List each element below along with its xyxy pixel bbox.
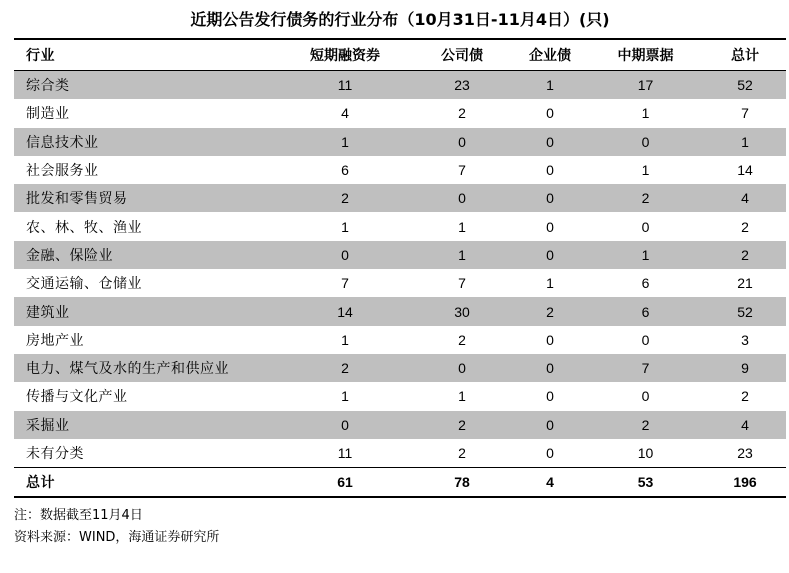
- value-cell-enterprise-bond: 0: [546, 246, 554, 263]
- industry-name-cell: 综合类: [26, 78, 70, 95]
- value-cell-enterprise-bond: 0: [546, 218, 554, 235]
- total-value-corporate-bond: 78: [454, 474, 470, 491]
- value-cell-corporate-bond: 2: [458, 416, 466, 433]
- value-cell-enterprise-bond: 0: [546, 105, 554, 122]
- value-cell-medium-term-note: 0: [641, 133, 650, 150]
- table-row: [14, 269, 786, 297]
- table-row: [14, 156, 786, 184]
- value-cell-corporate-bond: 2: [458, 445, 466, 461]
- value-cell-corporate-bond: 0: [458, 133, 466, 150]
- value-cell-corporate-bond: 30: [454, 303, 470, 320]
- industry-name-cell: 交通运输、仓储业: [26, 276, 142, 293]
- table-row: [14, 212, 786, 240]
- value-cell-total: 4: [741, 190, 749, 207]
- value-cell-medium-term-note: 1: [641, 246, 650, 263]
- column-header-industry: 行业: [26, 48, 55, 64]
- value-cell-short-term-financing: 2: [341, 190, 349, 207]
- value-cell-medium-term-note: 6: [641, 303, 650, 320]
- value-cell-short-term-financing: 1: [341, 388, 349, 405]
- value-cell-medium-term-note: 2: [641, 416, 650, 433]
- value-cell-enterprise-bond: 0: [546, 162, 554, 179]
- industry-name-cell: 未有分类: [26, 446, 84, 462]
- value-cell-enterprise-bond: 0: [546, 360, 554, 377]
- value-cell-total: 14: [737, 162, 753, 179]
- industry-name-cell: 房地产业: [26, 332, 84, 349]
- table-row: [14, 71, 786, 99]
- value-cell-corporate-bond: 7: [458, 162, 466, 179]
- value-cell-total: 2: [741, 246, 749, 263]
- value-cell-enterprise-bond: 0: [546, 445, 554, 461]
- industry-name-cell: 建筑业: [26, 304, 70, 321]
- value-cell-total: 3: [741, 331, 749, 348]
- industry-bond-table: [14, 38, 786, 498]
- table-row: [14, 354, 786, 382]
- value-cell-medium-term-note: 10: [637, 445, 654, 461]
- value-cell-medium-term-note: 1: [641, 105, 650, 122]
- column-header-short-term-financing: 短期融资券: [310, 48, 380, 64]
- industry-name-cell: 农、林、牧、渔业: [26, 219, 142, 236]
- value-cell-short-term-financing: 1: [341, 218, 349, 235]
- table-note: 注：数据截至11月4日: [14, 508, 143, 523]
- value-cell-medium-term-note: 0: [641, 388, 650, 405]
- value-cell-enterprise-bond: 0: [546, 416, 554, 433]
- value-cell-short-term-financing: 11: [337, 445, 353, 461]
- table-row: [14, 184, 786, 212]
- value-cell-total: 7: [741, 105, 749, 122]
- value-cell-total: 1: [741, 133, 749, 150]
- value-cell-corporate-bond: 0: [458, 190, 466, 207]
- value-cell-enterprise-bond: 1: [546, 77, 554, 94]
- value-cell-short-term-financing: 0: [341, 246, 349, 263]
- value-cell-short-term-financing: 4: [341, 105, 349, 122]
- table-row: [14, 241, 786, 269]
- value-cell-corporate-bond: 1: [458, 246, 466, 263]
- value-cell-enterprise-bond: 0: [546, 133, 554, 150]
- table-row: [14, 326, 786, 354]
- value-cell-medium-term-note: 1: [641, 162, 650, 179]
- value-cell-short-term-financing: 6: [341, 162, 349, 179]
- value-cell-corporate-bond: 7: [458, 275, 466, 292]
- data-source: 资料来源：WIND，海通证券研究所: [14, 530, 220, 545]
- industry-name-cell: 信息技术业: [26, 134, 99, 151]
- table-total-row: [14, 467, 786, 498]
- value-cell-short-term-financing: 1: [341, 331, 349, 348]
- value-cell-medium-term-note: 7: [641, 360, 650, 377]
- industry-name-cell: 电力、煤气及水的生产和供应业: [26, 361, 229, 378]
- total-value-short-term-financing: 61: [337, 474, 353, 491]
- value-cell-total: 52: [737, 77, 753, 94]
- column-header-enterprise-bond: 企业债: [529, 48, 571, 64]
- value-cell-corporate-bond: 1: [458, 388, 466, 405]
- value-cell-total: 9: [741, 360, 749, 377]
- column-header-corporate-bond: 公司债: [441, 48, 483, 64]
- column-header-medium-term-note: 中期票据: [617, 48, 674, 64]
- value-cell-short-term-financing: 2: [341, 360, 349, 377]
- industry-name-cell: 金融、保险业: [26, 247, 113, 264]
- value-cell-total: 52: [737, 303, 753, 320]
- value-cell-medium-term-note: 0: [641, 331, 650, 348]
- table-row: [14, 128, 786, 156]
- total-label: 总计: [26, 475, 55, 492]
- total-value-enterprise-bond: 4: [546, 474, 554, 491]
- value-cell-medium-term-note: 2: [641, 190, 650, 207]
- value-cell-medium-term-note: 0: [641, 218, 650, 235]
- value-cell-short-term-financing: 1: [341, 133, 349, 150]
- value-cell-total: 2: [741, 218, 749, 235]
- value-cell-enterprise-bond: 1: [546, 275, 554, 292]
- industry-name-cell: 批发和零售贸易: [26, 191, 128, 208]
- table-row: [14, 382, 786, 410]
- industry-name-cell: 制造业: [26, 106, 70, 123]
- industry-name-cell: 社会服务业: [26, 163, 99, 180]
- value-cell-corporate-bond: 0: [458, 360, 466, 377]
- column-header-total: 总计: [731, 48, 759, 64]
- table-row: [14, 99, 786, 127]
- industry-name-cell: 传播与文化产业: [26, 389, 128, 406]
- value-cell-enterprise-bond: 0: [546, 190, 554, 207]
- value-cell-enterprise-bond: 2: [546, 303, 554, 320]
- value-cell-corporate-bond: 1: [458, 218, 466, 235]
- value-cell-total: 2: [741, 388, 749, 405]
- value-cell-enterprise-bond: 0: [546, 388, 554, 405]
- value-cell-corporate-bond: 2: [458, 105, 466, 122]
- value-cell-short-term-financing: 11: [337, 77, 353, 94]
- value-cell-medium-term-note: 6: [641, 275, 650, 292]
- value-cell-short-term-financing: 0: [341, 416, 349, 433]
- table-row: [14, 297, 786, 325]
- total-value-medium-term-note: 53: [637, 474, 654, 491]
- value-cell-corporate-bond: 23: [454, 77, 470, 94]
- table-body: [14, 71, 786, 467]
- table-row: [14, 439, 786, 467]
- value-cell-total: 4: [741, 416, 749, 433]
- value-cell-total: 23: [737, 445, 753, 461]
- table-title: 近期公告发行债务的行业分布（10月31日-11月4日）(只): [190, 10, 610, 29]
- table-header-row: [14, 40, 786, 71]
- value-cell-medium-term-note: 17: [637, 77, 654, 94]
- industry-name-cell: 采掘业: [26, 417, 70, 434]
- value-cell-total: 21: [737, 275, 753, 292]
- table-row: [14, 411, 786, 439]
- value-cell-enterprise-bond: 0: [546, 331, 554, 348]
- value-cell-short-term-financing: 7: [341, 275, 349, 292]
- value-cell-short-term-financing: 14: [337, 303, 353, 320]
- value-cell-corporate-bond: 2: [458, 331, 466, 348]
- total-value-total: 196: [733, 474, 757, 491]
